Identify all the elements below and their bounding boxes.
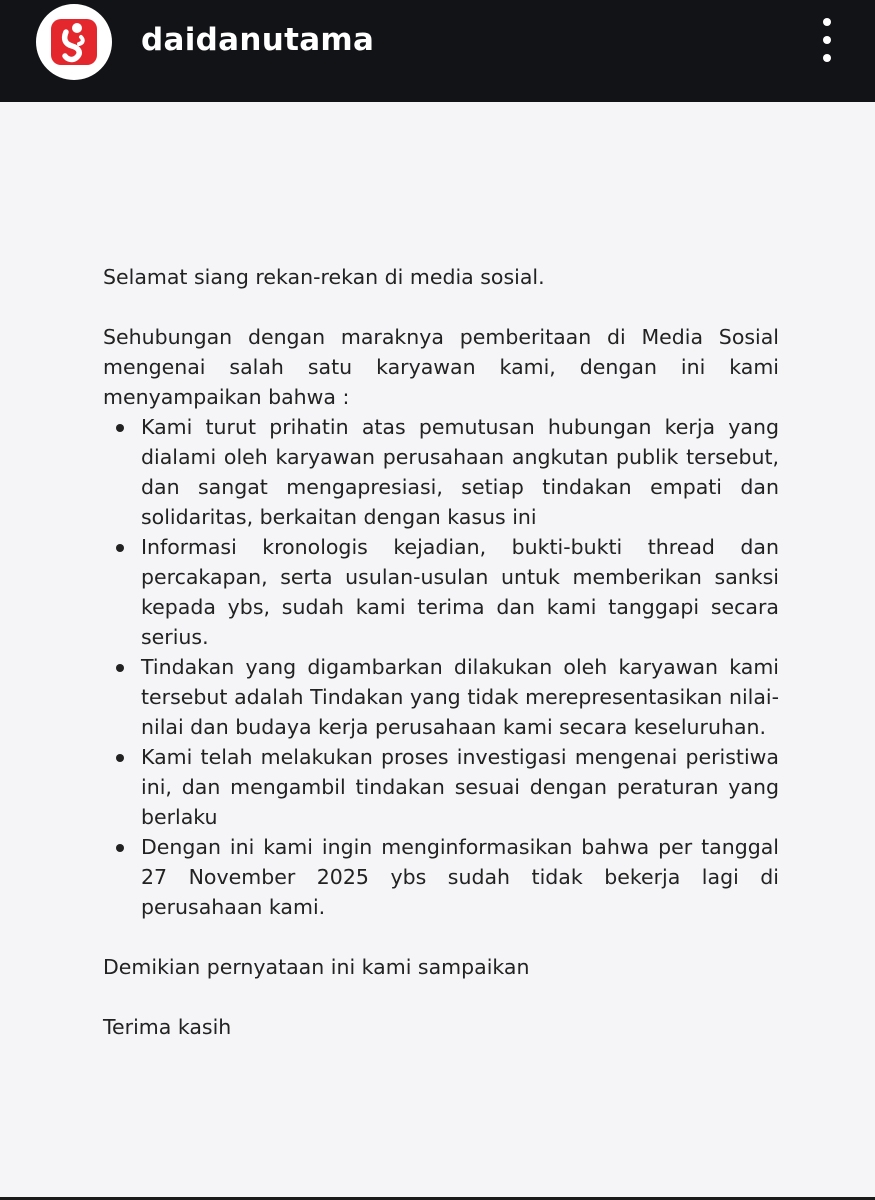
profile-header xyxy=(0,0,875,102)
more-vertical-icon[interactable] xyxy=(812,18,842,62)
list-item: Kami turut prihatin atas pemutusan hubungan kerja yang dialami oleh karyawan perusahaan angkutan publik tersebut, dan sangat mengapresiasi, setiap tindakan empati dan solidaritas, berkaitan dengan kasus ini xyxy=(141,412,779,532)
dot xyxy=(823,54,831,62)
list-item: Dengan ini kami ingin menginformasikan bahwa per tanggal 27 November 2025 ybs sudah tidak bekerja lagi di perusahaan kami. xyxy=(141,832,779,922)
statement-document xyxy=(103,262,779,1042)
thanks-text: Terima kasih xyxy=(103,1015,232,1039)
intro-paragraph: Sehubungan dengan maraknya pemberitaan di Media Sosial mengenai salah satu karyawan kami, dengan ini kami menyampaikan bahwa : xyxy=(103,325,779,409)
list-item: Tindakan yang digambarkan dilakukan oleh karyawan kami tersebut adalah Tindakan yang tidak merepresentasikan nilai-nilai dan budaya kerja perusahaan kami secara keseluruhan. xyxy=(141,652,779,742)
greeting-text: Selamat siang rekan-rekan di media sosial. xyxy=(103,265,545,289)
dot xyxy=(823,36,831,44)
avatar[interactable] xyxy=(36,4,112,80)
statement-list xyxy=(103,412,779,922)
list-item: Kami telah melakukan proses investigasi mengenai peristiwa ini, dan mengambil tindakan sesuai dengan peraturan yang berlaku xyxy=(141,742,779,832)
closing-text: Demikian pernyataan ini kami sampaikan xyxy=(103,955,530,979)
dot xyxy=(823,18,831,26)
list-item: Informasi kronologis kejadian, bukti-bukti thread dan percakapan, serta usulan-usulan untuk memberikan sanksi kepada ybs, sudah kami terima dan kami tanggapi secara serius. xyxy=(141,532,779,652)
profile-username[interactable]: daidanutama xyxy=(141,22,375,58)
brand-logo-icon xyxy=(45,13,103,71)
